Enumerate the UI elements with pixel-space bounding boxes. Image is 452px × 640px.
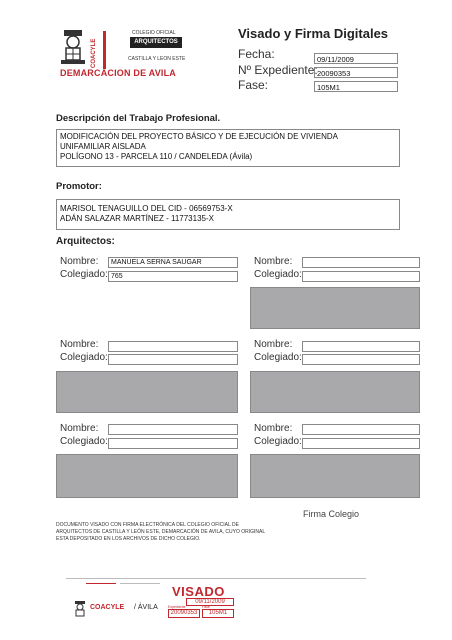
footer-divider bbox=[66, 578, 366, 579]
stamp-date: 09/11/2009 bbox=[186, 598, 234, 606]
arq2-colegiado-field bbox=[302, 271, 420, 282]
footer-mark-red bbox=[86, 583, 116, 584]
arq3-nombre-field bbox=[108, 341, 238, 352]
arq6-nombre-label: Nombre: bbox=[254, 423, 293, 434]
stamp-visado-title: VISADO bbox=[172, 584, 225, 599]
fecha-label: Fecha: bbox=[238, 47, 275, 61]
stamp-fase: 105M1 bbox=[202, 609, 234, 618]
descripcion-line: MODIFICACIÓN DEL PROYECTO BÁSICO Y DE EJECUCIÓN DE VIVIENDA bbox=[60, 132, 338, 141]
arq4-nombre-label: Nombre: bbox=[254, 339, 293, 350]
arq5-nombre-field bbox=[108, 424, 238, 435]
arquitectos-heading: Arquitectos: bbox=[56, 236, 115, 247]
arq4-colegiado-label: Colegiado: bbox=[254, 352, 302, 363]
stamp-expediente: 20090353 bbox=[168, 609, 200, 618]
arq4-nombre-field bbox=[302, 341, 420, 352]
fecha-field: 09/11/2009 bbox=[314, 53, 398, 64]
arq4-colegiado-field bbox=[302, 354, 420, 365]
promotor-box bbox=[56, 199, 400, 230]
fase-label: Fase: bbox=[238, 78, 269, 92]
expediente-field: 20090353 bbox=[314, 67, 398, 78]
stamp-expediente-label: Expediente bbox=[168, 605, 186, 609]
fase-field: 105M1 bbox=[314, 81, 398, 92]
footer-avila-text: / ÁVILA bbox=[134, 604, 158, 611]
arq1-nombre-field: MANUELA SERNA SAUGAR bbox=[108, 257, 238, 268]
logo-colegio-text: COLEGIO OFICIAL bbox=[132, 30, 176, 36]
logo-red-bar bbox=[103, 31, 106, 69]
logo-demarcacion-text: DEMARCACION DE AVILA bbox=[60, 68, 176, 78]
arq2-signature-area bbox=[250, 287, 420, 329]
descripcion-box bbox=[56, 129, 400, 167]
arq2-colegiado-label: Colegiado: bbox=[254, 269, 302, 280]
arq3-colegiado-field bbox=[108, 354, 238, 365]
promotor-heading: Promotor: bbox=[56, 181, 102, 192]
arq3-colegiado-label: Colegiado: bbox=[60, 352, 108, 363]
arq6-colegiado-field bbox=[302, 438, 420, 449]
page-title: Visado y Firma Digitales bbox=[238, 26, 389, 41]
logo-coacyle-vertical: COACYLE bbox=[91, 32, 101, 68]
arq1-nombre-label: Nombre: bbox=[60, 256, 99, 267]
expediente-label: Nº Expediente: bbox=[238, 63, 318, 77]
firma-colegio-label: Firma Colegio bbox=[303, 509, 360, 519]
arq1-colegiado-field: 765 bbox=[108, 271, 238, 282]
arq3-nombre-label: Nombre: bbox=[60, 339, 99, 350]
legal-notice: DOCUMENTO VISADO CON FIRMA ELECTRÓNICA DEL COLEGIO OFICIAL DE ARQUITECTOS DE CASTILLA Y LEÓN ESTE, DEMARCACIÓN DE AVILA, CUYO ORIGINAL ESTA DEPOSITADO EN LOS ARCHIVOS DE DICHO COLEGIO. bbox=[56, 522, 265, 542]
arq1-colegiado-label: Colegiado: bbox=[60, 269, 108, 280]
stamp-fase-label: Fase bbox=[202, 605, 210, 609]
promotor-line: MARISOL TENAGUILLO DEL CID - 06569753-X bbox=[60, 204, 233, 213]
footer-coacyle-text: COACYLE bbox=[90, 604, 125, 611]
logo-arquitectos-text: ARQUITECTOS bbox=[130, 37, 182, 48]
descripcion-line: POLÍGONO 13 - PARCELA 110 / CANDELEDA (Ávila) bbox=[60, 152, 253, 161]
footer-mark-grey bbox=[120, 583, 160, 584]
arq5-colegiado-field bbox=[108, 438, 238, 449]
arq5-signature-area bbox=[56, 454, 238, 498]
arq4-signature-area bbox=[250, 371, 420, 413]
arq3-signature-area bbox=[56, 371, 238, 413]
descripcion-line: UNIFAMILIAR AISLADA bbox=[60, 142, 146, 151]
arq5-colegiado-label: Colegiado: bbox=[60, 436, 108, 447]
crest-logo-icon bbox=[58, 28, 88, 68]
arq6-colegiado-label: Colegiado: bbox=[254, 436, 302, 447]
arq2-nombre-label: Nombre: bbox=[254, 256, 293, 267]
promotor-line: ADÁN SALAZAR MARTÍNEZ - 11773135-X bbox=[60, 214, 214, 223]
arq6-nombre-field bbox=[302, 424, 420, 435]
logo-region-text: CASTILLA Y LEON ESTE bbox=[128, 56, 186, 62]
arq6-signature-area bbox=[250, 454, 420, 498]
arq5-nombre-label: Nombre: bbox=[60, 423, 99, 434]
arq2-nombre-field bbox=[302, 257, 420, 268]
footer-crest-icon bbox=[72, 600, 88, 618]
descripcion-heading: Descripción del Trabajo Profesional. bbox=[56, 113, 221, 124]
